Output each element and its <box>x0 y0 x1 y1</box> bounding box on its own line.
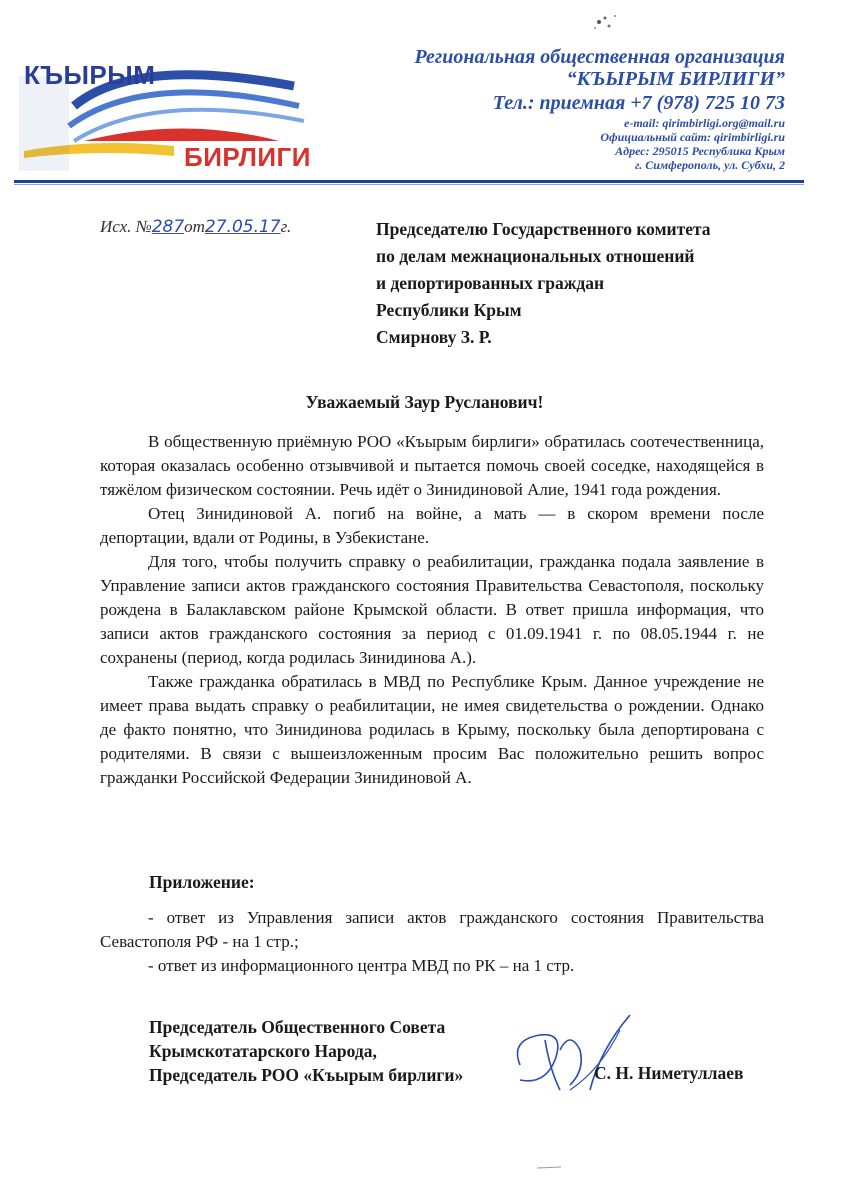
addressee-block <box>376 216 711 351</box>
outgoing-number: 287 <box>151 217 185 237</box>
body-paragraph: Также гражданка обратилась в МВД по Республике Крым. Данное учреждение не имеет права выдать справку о реабилитации, не имея свидетельства о рождении. Однако де факто понятно, что Зинидинова родилась в Крыму, поскольку была депортирована с родителями. В связи с вышеизложенным просим Вас положительно решить вопрос гражданки Российской Федерации Зинидиновой А. <box>100 672 764 787</box>
logo-bottom-word: БИРЛИГИ <box>184 142 311 172</box>
signatory-title-line: Крымскотатарского Народа, <box>149 1041 377 1061</box>
header-divider <box>14 180 804 183</box>
letter-body <box>100 430 764 790</box>
attachment-list <box>100 906 764 978</box>
attachment-item: - ответ из информационного центра МВД по РК – на 1 стр. <box>148 956 575 975</box>
signatory-name: С. Н. Ниметуллаев <box>594 1063 744 1083</box>
logo-top-word: КЪЫРЫМ <box>24 60 156 90</box>
outgoing-date: 27.05.17 <box>204 217 281 237</box>
signatory-title <box>149 1015 463 1087</box>
attachment-item: - ответ из Управления записи актов гражданского состояния Правительства Севастополя РФ - на 1 стр.; <box>100 908 764 951</box>
org-name-line1: Региональная общественная организация <box>414 46 785 68</box>
addressee-line: и депортированных граждан <box>376 273 605 293</box>
org-address-line2: г. Симферополь, ул. Субхи, 2 <box>634 158 785 172</box>
organization-header <box>414 46 785 172</box>
outgoing-reference <box>100 217 291 237</box>
addressee-name: Смирнову З. Р. <box>376 327 492 347</box>
signatory-title-line: Председатель Общественного Совета <box>149 1017 446 1037</box>
addressee-line: по делам межнациональных отношений <box>376 246 695 266</box>
body-paragraph: Отец Зинидиновой А. погиб на войне, а мать — в скором времени после депортации, вдали от Родины, в Узбекистане. <box>100 504 764 547</box>
org-phone: Тел.: приемная +7 (978) 725 10 73 <box>492 92 785 114</box>
signatory-title-line: Председатель РОО «Къырым бирлиги» <box>149 1065 464 1085</box>
outgoing-prefix: Исх. № <box>100 217 152 236</box>
body-paragraph: В общественную приёмную РОО «Къырым бирлиги» обратилась соотечественница, которая оказалась особенно отзывчивой и пытается помочь своей соседке, находящейся в тяжёлом физическом состоянии. Речь идёт о Зинидиновой Алие, 1941 года рождения. <box>100 432 764 499</box>
org-website: Официальный сайт: qirimbirligi.ru <box>600 130 785 144</box>
org-address-line1: Адрес: 295015 Республика Крым <box>615 144 785 158</box>
greeting: Уважаемый Заур Русланович! <box>305 392 544 412</box>
scan-speck-icon <box>535 1162 565 1172</box>
handwritten-signature-icon <box>500 1010 650 1100</box>
body-paragraph: Для того, чтобы получить справку о реабилитации, гражданка подала заявление в Управление записи актов гражданского состояния Правительства Севастополя, поскольку рождена в Балаклавском районе Крымской области. В ответ пришла информация, что записи актов гражданского состояния за период с 01.09.1941 г. по 08.05.1944 г. не сохранены (период, когда родилась Зинидинова А.). <box>100 552 764 667</box>
addressee-line: Республики Крым <box>376 300 522 320</box>
attachment-title: Приложение: <box>149 872 255 892</box>
outgoing-suffix: г. <box>280 217 292 236</box>
outgoing-from: от <box>184 217 205 236</box>
organization-logo <box>14 46 314 176</box>
scan-speck-icon <box>585 8 625 36</box>
org-email: e-mail: qirimbirligi.org@mail.ru <box>624 116 785 130</box>
header-divider-thin <box>14 184 804 185</box>
addressee-line: Председателю Государственного комитета <box>376 219 711 239</box>
org-name-line2: “КЪЫРЫМ БИРЛИГИ” <box>566 68 785 90</box>
